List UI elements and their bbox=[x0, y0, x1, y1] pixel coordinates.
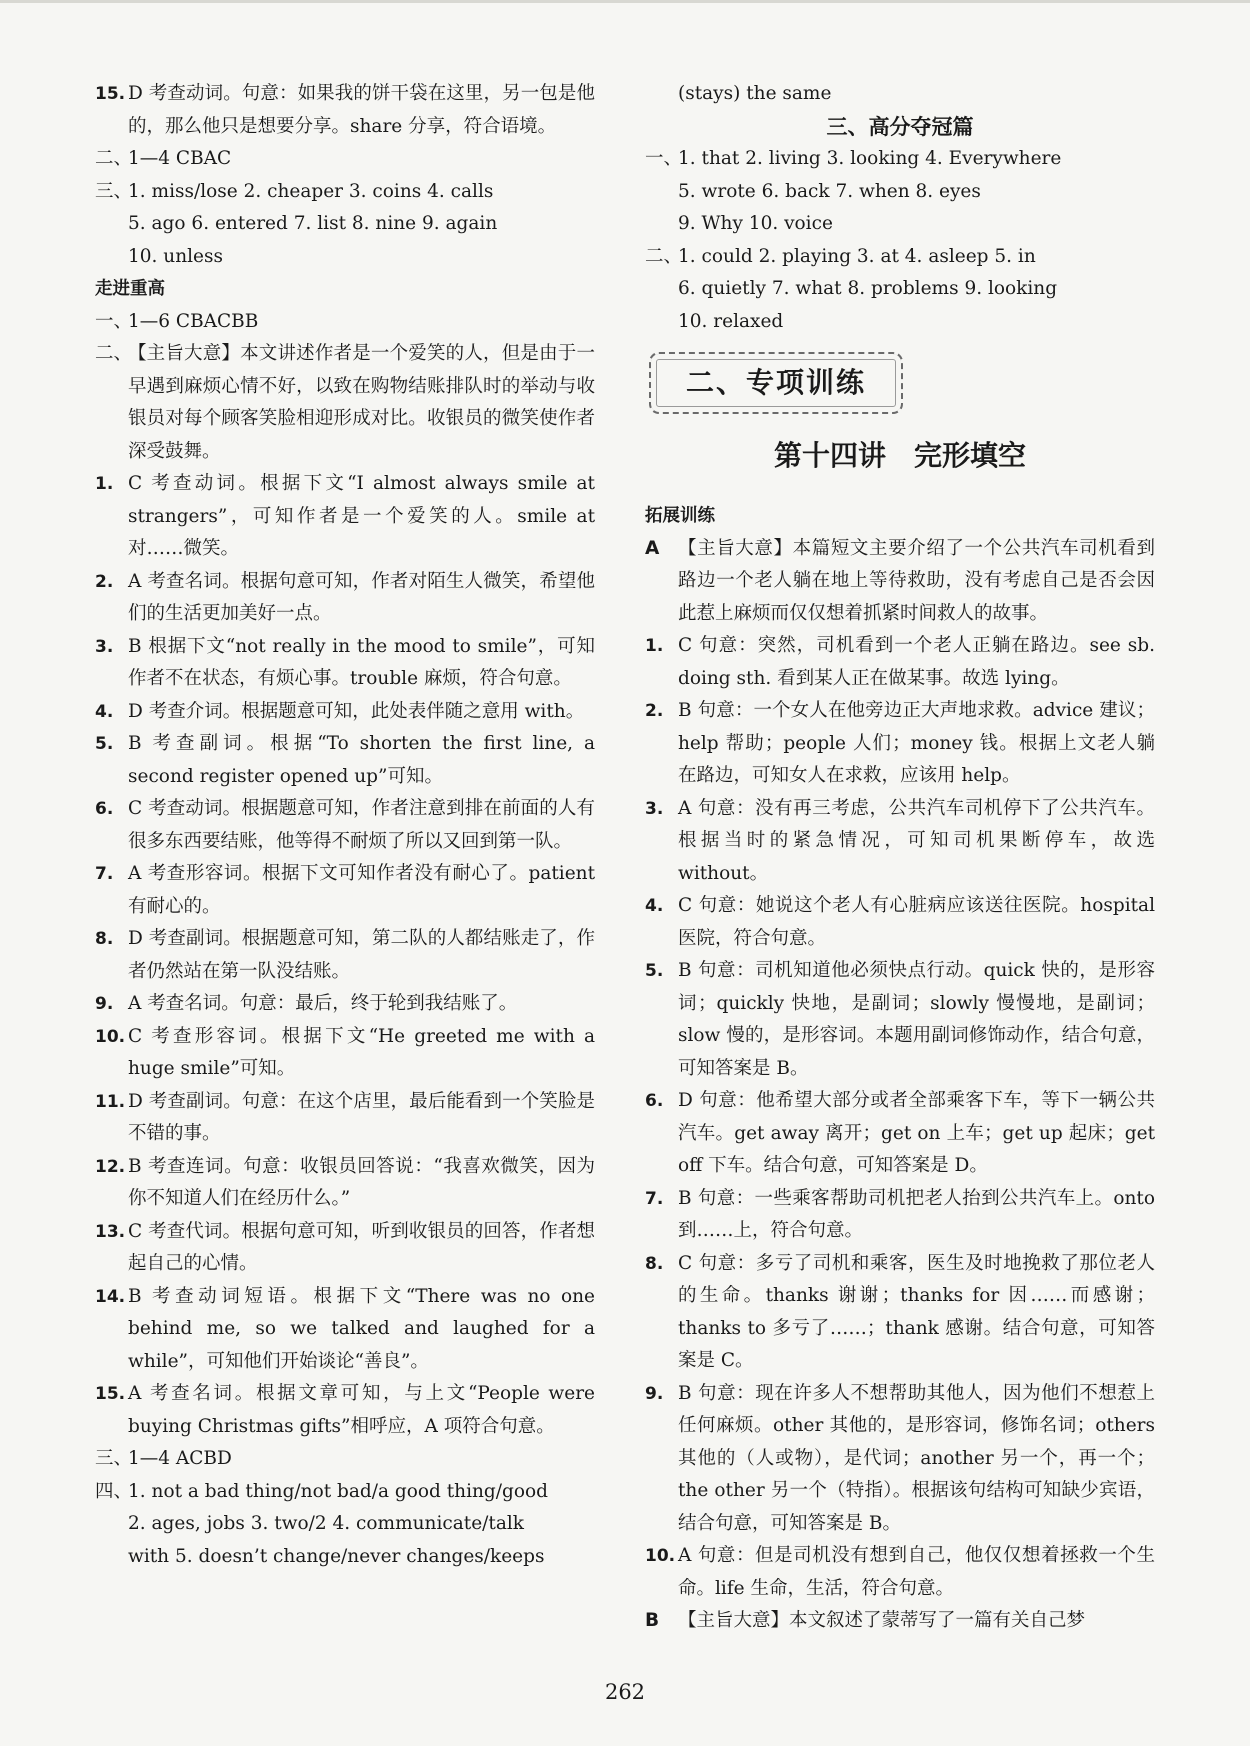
item-text: A 考查形容词。根据下文可知作者没有耐心了。patient 有耐心的。 bbox=[128, 863, 595, 917]
answer-row bbox=[95, 176, 595, 209]
item-number: 6. bbox=[95, 799, 114, 819]
answer-item bbox=[95, 1378, 595, 1443]
item-text: D 考查副词。句意：在这个店里，最后能看到一个笑脸是不错的事。 bbox=[128, 1090, 595, 1144]
item-text: C 句意：她说这个老人有心脏病应该送往医院。hospital 医院，符合句意。 bbox=[678, 895, 1155, 949]
summary-text: 【主旨大意】本文讲述作者是一个爱笑的人，但是由于一早遇到麻烦心情不好，以致在购物结账排队时的举动与收银员对每个顾客笑脸相迎形成对比。收银员的微笑使作者深受鼓舞。 bbox=[128, 343, 595, 462]
item-text: C 考查动词。根据下文“I almost always smile at strangers”，可知作者是一个爱笑的人。smile at 对……微笑。 bbox=[128, 473, 595, 559]
summary-paragraph bbox=[645, 1605, 1155, 1638]
item-text: A 考查名词。根据句意可知，作者对陌生人微笑，希望他们的生活更加美好一点。 bbox=[128, 570, 595, 624]
top-border bbox=[0, 0, 1250, 3]
item-number: 7. bbox=[95, 864, 114, 884]
answer-item bbox=[95, 566, 595, 631]
row-text: 1. that 2. living 3. looking 4. Everywhere bbox=[678, 148, 1062, 169]
answer-row bbox=[645, 78, 1155, 111]
answer-item bbox=[645, 1248, 1155, 1378]
item-number: 15. bbox=[95, 1384, 126, 1404]
row-text: 6. quietly 7. what 8. problems 9. looking bbox=[678, 278, 1058, 299]
item-text: C 考查代词。根据句意可知，听到收银员的回答，作者想起自己的心情。 bbox=[128, 1220, 595, 1274]
answer-row bbox=[95, 241, 595, 274]
item-number: 2. bbox=[95, 571, 114, 592]
answer-row bbox=[95, 1476, 595, 1509]
item-number: 5. bbox=[95, 734, 114, 754]
item-number: 2. bbox=[645, 701, 664, 721]
right-column bbox=[645, 78, 1155, 1638]
item-text: B 句意：司机知道他必须快点行动。quick 快的，是形容词；quickly 快地，是副词；slowly 慢慢地，是副词；slow 慢的，是形容词。本题用副词修饰动作，结合句意，可知答案是 B。 bbox=[678, 960, 1155, 1079]
row-label: 二、 bbox=[95, 343, 133, 364]
item-text: B 根据下文“not really in the mood to smile”，可知作者不在状态，有烦心事。trouble 麻烦，符合句意。 bbox=[128, 635, 595, 689]
row-text: 5. wrote 6. back 7. when 8. eyes bbox=[678, 180, 981, 202]
answer-item bbox=[645, 793, 1155, 891]
answer-item bbox=[95, 728, 595, 793]
answer-item bbox=[95, 793, 595, 858]
row-text: 10. unless bbox=[128, 245, 223, 267]
answer-item bbox=[645, 1183, 1155, 1248]
item-number: 1. bbox=[645, 636, 664, 656]
row-text: 9. Why 10. voice bbox=[678, 213, 833, 234]
item-number: 14. bbox=[95, 1286, 126, 1307]
row-label: 二、 bbox=[645, 245, 683, 267]
item-text: B 考查动词短语。根据下文“There was no one behind me, so we talked and laughed for a while”，可知他们开始谈论“善良”。 bbox=[128, 1285, 595, 1372]
answer-row bbox=[645, 306, 1155, 339]
item-number: 5. bbox=[645, 961, 664, 981]
answer-item bbox=[95, 1151, 595, 1216]
item-text: C 句意：多亏了司机和乘客，医生及时地挽救了那位老人的生命。thanks 谢谢；thanks for 因……而感谢；thanks to 多亏了……；thank 感谢。结合句意，可知答案是 C。 bbox=[678, 1252, 1155, 1371]
item-text: B 考查副词。根据“To shorten the first line, a second register opened up”可知。 bbox=[128, 733, 595, 787]
section-title: 三、高分夺冠篇 bbox=[826, 114, 974, 139]
answer-item bbox=[645, 890, 1155, 955]
answer-row bbox=[95, 1541, 595, 1574]
answer-item bbox=[95, 1216, 595, 1281]
section-banner bbox=[649, 352, 903, 414]
row-text: 1. not a bad thing/not bad/a good thing/good bbox=[128, 1480, 548, 1502]
row-text: 1—4 CBAC bbox=[128, 148, 232, 169]
item-text: B 考查连词。句意：收银员回答说：“我喜欢微笑，因为你不知道人们在经历什么。” bbox=[128, 1155, 595, 1209]
answer-item bbox=[645, 695, 1155, 793]
answer-item bbox=[95, 1021, 595, 1086]
answer-item bbox=[95, 988, 595, 1021]
item-text: D 考查动词。句意：如果我的饼干袋在这里，另一包是他的，那么他只是想要分享。share 分享，符合语境。 bbox=[128, 83, 595, 137]
item-number: 1. bbox=[95, 474, 114, 494]
item-number: 8. bbox=[645, 1253, 664, 1274]
item-text: A 考查名词。根据文章可知，与上文“People were buying Christmas gifts”相呼应，A 项符合句意。 bbox=[128, 1383, 595, 1437]
item-text: D 考查介词。根据题意可知，此处表伴随之意用 with。 bbox=[128, 700, 585, 722]
lecture-title: 第十四讲 完形填空 bbox=[773, 439, 1026, 472]
item-text: D 句意：他希望大部分或者全部乘客下车，等下一辆公共汽车。get away 离开；get on 上车；get up 起床；get off 下车。结合句意，可知答案是 D。 bbox=[678, 1090, 1155, 1176]
answer-item bbox=[95, 1281, 595, 1379]
section-banner-text: 二、专项训练 bbox=[685, 365, 866, 399]
summary-text: 【主旨大意】本文叙述了蒙蒂写了一篇有关自己梦 bbox=[678, 1610, 1086, 1631]
answer-row bbox=[95, 306, 595, 339]
item-number: 13. bbox=[95, 1221, 126, 1242]
item-number: 9. bbox=[95, 994, 114, 1014]
answer-row bbox=[95, 208, 595, 241]
answer-item bbox=[95, 631, 595, 696]
answer-row bbox=[645, 241, 1155, 274]
answer-item bbox=[95, 1086, 595, 1151]
item-number: 4. bbox=[645, 896, 664, 916]
summary-paragraph bbox=[645, 533, 1155, 631]
row-text: 1. could 2. playing 3. at 4. asleep 5. in bbox=[678, 245, 1036, 267]
answer-item bbox=[95, 78, 595, 143]
item-text: B 句意：一个女人在他旁边正大声地求救。advice 建议；help 帮助；people 人们；money 钱。根据上文老人躺在路边，可知女人在求救，应该用 help。 bbox=[678, 700, 1155, 786]
section-heading: 走进重高 bbox=[95, 279, 165, 299]
answer-row bbox=[95, 143, 595, 176]
row-text: (stays) the same bbox=[678, 83, 832, 104]
answer-row bbox=[645, 176, 1155, 209]
item-text: D 考查副词。根据题意可知，第二队的人都结账走了，作者仍然站在第一队没结账。 bbox=[128, 928, 595, 982]
answer-item bbox=[95, 696, 595, 729]
row-label: 一、 bbox=[95, 310, 133, 332]
row-label: 一、 bbox=[645, 148, 683, 169]
row-label: 三、 bbox=[95, 180, 133, 202]
item-number: 12. bbox=[95, 1156, 126, 1177]
item-number: 3. bbox=[645, 798, 664, 819]
answer-item bbox=[95, 858, 595, 923]
passage-label: B bbox=[645, 1610, 660, 1631]
sub-heading: 拓展训练 bbox=[645, 506, 715, 526]
row-text: with 5. doesn’t change/never changes/keeps bbox=[128, 1545, 545, 1567]
answer-row bbox=[645, 208, 1155, 241]
answer-item bbox=[645, 1378, 1155, 1541]
summary-paragraph bbox=[95, 338, 595, 468]
item-number: 7. bbox=[645, 1188, 664, 1209]
item-text: B 句意：现在许多人不想帮助其他人，因为他们不想惹上任何麻烦。other 其他的，是形容词，修饰名词；others 其他的（人或物），是代词；another 另一个，再一个；the other 另一个（特指）。根据该句结构可知缺少宾语，结合句意，可知答案是 B。 bbox=[678, 1382, 1155, 1534]
answer-row bbox=[95, 1443, 595, 1476]
answer-item bbox=[95, 923, 595, 988]
row-label: 四、 bbox=[95, 1480, 133, 1502]
answer-item bbox=[645, 1540, 1155, 1605]
summary-text: 【主旨大意】本篇短文主要介绍了一个公共汽车司机看到路边一个老人躺在地上等待救助，没有考虑自己是否会因此惹上麻烦而仅仅想着抓紧时间救人的故事。 bbox=[678, 537, 1155, 624]
row-text: 2. ages, jobs 3. two/2 4. communicate/talk bbox=[128, 1513, 524, 1534]
item-number: 11. bbox=[95, 1091, 126, 1112]
answer-item bbox=[645, 955, 1155, 1085]
answer-item bbox=[645, 630, 1155, 695]
answer-row bbox=[645, 143, 1155, 176]
answer-item bbox=[95, 468, 595, 566]
answer-item bbox=[645, 1085, 1155, 1183]
item-text: A 句意：没有再三考虑，公共汽车司机停下了公共汽车。根据当时的紧急情况，可知司机果断停车，故选 without。 bbox=[678, 797, 1155, 884]
row-text: 10. relaxed bbox=[678, 310, 784, 332]
left-column bbox=[95, 78, 595, 1573]
item-number: 10. bbox=[95, 1026, 126, 1047]
passage-label: A bbox=[645, 537, 660, 559]
item-number: 6. bbox=[645, 1091, 664, 1111]
row-text: 1—4 ACBD bbox=[128, 1448, 232, 1469]
row-label: 三、 bbox=[95, 1448, 133, 1469]
row-text: 1. miss/lose 2. cheaper 3. coins 4. calls bbox=[128, 180, 494, 202]
item-text: C 句意：突然，司机看到一个老人正躺在路边。see sb. doing sth. 看到某人正在做某事。故选 lying。 bbox=[678, 635, 1155, 689]
item-number: 10. bbox=[645, 1546, 676, 1566]
page-number: 262 bbox=[604, 1680, 646, 1704]
item-text: C 考查形容词。根据下文“He greeted me with a huge smile”可知。 bbox=[128, 1025, 595, 1079]
answer-row bbox=[645, 273, 1155, 306]
row-text: 5. ago 6. entered 7. list 8. nine 9. again bbox=[128, 213, 498, 234]
item-text: A 考查名词。句意：最后，终于轮到我结账了。 bbox=[128, 993, 518, 1014]
item-number: 8. bbox=[95, 929, 114, 949]
item-number: 9. bbox=[645, 1383, 664, 1404]
answer-row bbox=[95, 1508, 595, 1541]
item-text: C 考查动词。根据题意可知，作者注意到排在前面的人有很多东西要结账，他等得不耐烦了所以又回到第一队。 bbox=[128, 798, 595, 852]
item-number: 3. bbox=[95, 636, 114, 657]
row-text: 1—6 CBACBB bbox=[128, 310, 259, 332]
item-number: 4. bbox=[95, 701, 114, 722]
row-label: 二、 bbox=[95, 148, 133, 169]
item-text: A 句意：但是司机没有想到自己，他仅仅想着拯救一个生命。life 生命，生活，符合句意。 bbox=[678, 1545, 1155, 1599]
item-number: 15. bbox=[95, 84, 126, 104]
item-text: B 句意：一些乘客帮助司机把老人抬到公共汽车上。onto 到……上，符合句意。 bbox=[678, 1187, 1155, 1241]
